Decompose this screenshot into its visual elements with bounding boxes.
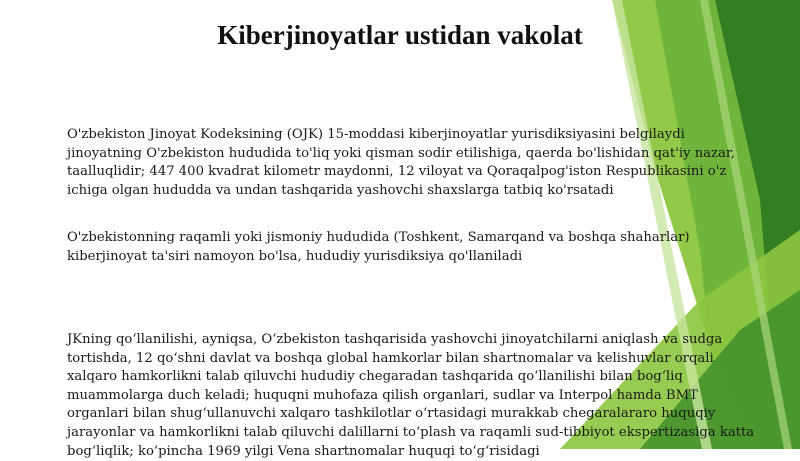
body-paragraph-2: O'zbekistonning raqamli yoki jismoniy hududida (Toshkent, Samarqand va boshqa shaharlar) kiberjinoyat ta'siri namoyon bo'lsa, hududiy yurisdiksiya qo'llaniladi [67, 230, 690, 264]
body-paragraph-3: JKning qo‘llanilishi, ayniqsa, O‘zbekiston tashqarisida yashovchi jinoyatchilarni aniqlash va sudga tortishda, 12 qo‘shni davlat va boshqa global hamkorlar bilan shartnomalar va kelishuvlar orqali xalqaro hamkorlikni talab qiluvchi hududiy chegaradan tashqarida qo‘llanilishi bilan bog‘liq muammolarga duch keladi; huquqni muhofaza qilish organlari, sudlar va Interpol hamda BMT organlari bilan shug‘ullanuvchi xalqaro tashkilotlar o‘rtasidagi murakkab chegaralararo huquqiy jarayonlar va hamkorlikni talab qiluvchi dalillarni to‘plash va raqamli sud-tibbiyot ekspertizasiga katta bog‘liqlik; ko‘pincha 1969 yilgi Vena shartnomalar huquqi to‘g‘risidagi [67, 332, 755, 459]
slide-title: Kiberjinoyatlar ustidan vakolat [217, 20, 583, 50]
body-paragraph-1: O'zbekiston Jinoyat Kodeksining (OJK) 15-moddasi kiberjinoyatlar yurisdiksiyasini belgilaydi jinoyatning O'zbekiston hududida to'liq yoki qisman sodir etilishiga, qaerda bo'lishidan qat'iy nazar, taalluqlidir; 447 400 kvadrat kilometr maydonni, 12 viloyat va Qoraqalpog'iston Respublikasini o'z ichiga olgan hududda va undan tashqarida yashovchi shaxslarga tatbiq ko'rsatadi [67, 127, 735, 198]
